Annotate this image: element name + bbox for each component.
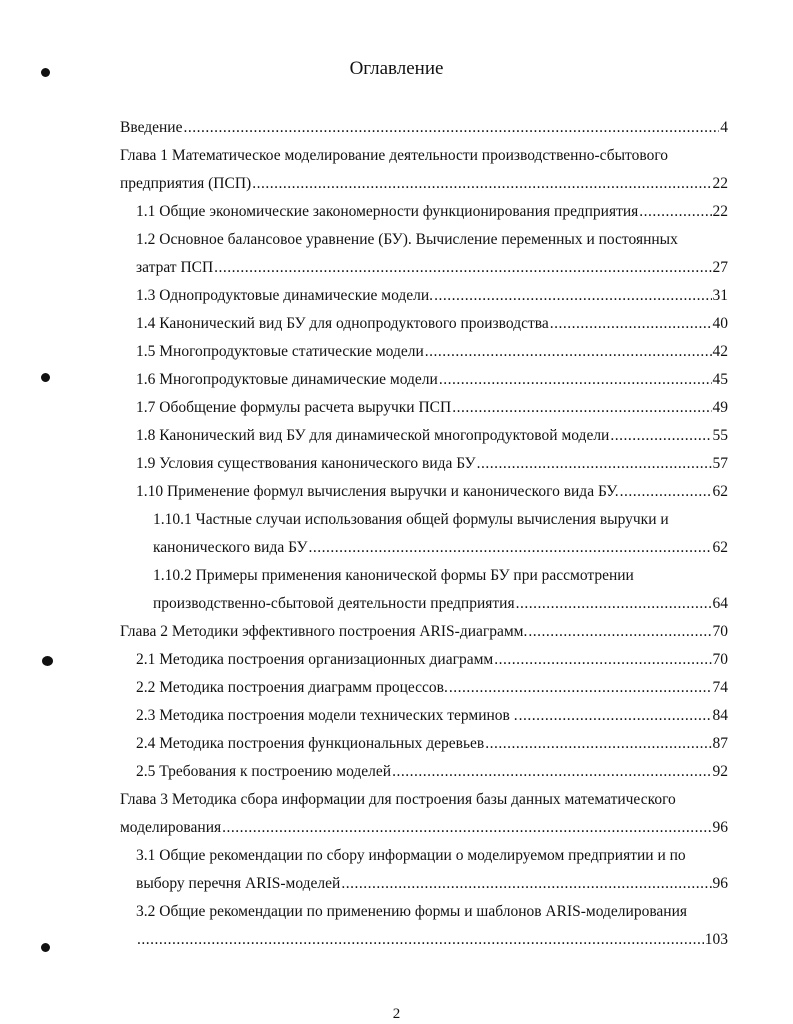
toc-entry[interactable]: 2.1 Методика построения организационных диаграмм ..... 70 bbox=[120, 646, 728, 674]
leader-dots bbox=[392, 758, 711, 786]
leader-dots bbox=[639, 198, 711, 226]
toc-entry[interactable]: 2.5 Требования к построению моделей ..... 92 bbox=[120, 758, 728, 786]
leader-dots bbox=[610, 422, 711, 450]
toc-entry[interactable]: выбору перечня ARIS-моделей ..... 96 bbox=[120, 870, 728, 898]
leader-dots bbox=[183, 114, 719, 142]
leader-dots bbox=[494, 646, 711, 674]
leader-dots bbox=[477, 450, 712, 478]
leader-dots bbox=[485, 730, 711, 758]
toc-entry-line[interactable]: Глава 3 Методика сбора информации для построения базы данных математического bbox=[120, 791, 676, 808]
leader-dots bbox=[425, 338, 712, 366]
table-of-contents bbox=[120, 114, 728, 954]
toc-entry[interactable]: 1.9 Условия существования канонического вида БУ ..... 57 bbox=[120, 450, 728, 478]
toc-entry-line[interactable]: 3.2 Общие рекомендации по применению формы и шаблонов ARIS-моделирования bbox=[136, 903, 688, 920]
toc-entry-line[interactable]: 1.10.1 Частные случаи использования общей формулы вычисления выручки и bbox=[153, 511, 669, 528]
margin-mark-3 bbox=[42, 656, 53, 666]
leader-dots bbox=[516, 590, 712, 618]
leader-dots bbox=[519, 702, 712, 730]
toc-entry-line[interactable]: 1.10.2 Примеры применения канонической формы БУ при рассмотрении bbox=[153, 567, 634, 584]
leader-dots bbox=[214, 254, 711, 282]
toc-entry[interactable]: 1.4 Канонический вид БУ для однопродуктового производства ..... 40 bbox=[120, 310, 728, 338]
toc-entry[interactable]: 1.1 Общие экономические закономерности функционирования предприятия ..... 22 bbox=[120, 198, 728, 226]
toc-entry[interactable]: предприятия (ПСП) ..... 22 bbox=[120, 170, 728, 198]
toc-entry[interactable]: Введение ..... 4 bbox=[120, 114, 728, 142]
toc-entry[interactable]: Глава 2 Методики эффективного построения ARIS-диаграмм. ..... 70 bbox=[120, 618, 728, 646]
toc-entry[interactable]: 1.8 Канонический вид БУ для динамической многопродуктовой модели ..... 55 bbox=[120, 422, 728, 450]
margin-mark-2 bbox=[41, 373, 50, 382]
leader-dots bbox=[308, 534, 711, 562]
toc-entry-line[interactable]: Глава 1 Математическое моделирование деятельности производственно-сбытового bbox=[120, 147, 669, 164]
margin-mark-4 bbox=[41, 943, 50, 952]
leader-dots bbox=[528, 618, 711, 646]
leader-dots bbox=[252, 170, 711, 198]
toc-entry[interactable]: ..... 103 bbox=[120, 926, 728, 954]
toc-entry-line[interactable]: 1.2 Основное балансовое уравнение (БУ). Вычисление переменных и постоянных bbox=[136, 231, 678, 248]
leader-dots bbox=[439, 366, 712, 394]
toc-entry[interactable]: 2.4 Методика построения функциональных деревьев ..... 87 bbox=[120, 730, 728, 758]
toc-entry[interactable]: 2.3 Методика построения модели технических терминов . ..... 84 bbox=[120, 702, 728, 730]
leader-dots bbox=[620, 478, 712, 506]
toc-entry[interactable]: 1.5 Многопродуктовые статические модели ..... 42 bbox=[120, 338, 728, 366]
page-number: 2 bbox=[392, 1006, 401, 1022]
leader-dots bbox=[137, 926, 704, 954]
toc-entry[interactable]: 2.2 Методика построения диаграмм процессов. ..... 74 bbox=[120, 674, 728, 702]
leader-dots bbox=[550, 310, 712, 338]
page-title: Оглавление bbox=[349, 58, 444, 79]
toc-entry[interactable]: 1.3 Однопродуктовые динамические модели. ..... 31 bbox=[120, 282, 728, 310]
toc-entry[interactable]: производственно-сбытовой деятельности предприятия ..... 64 bbox=[120, 590, 728, 618]
leader-dots bbox=[449, 674, 712, 702]
toc-entry-line[interactable]: 3.1 Общие рекомендации по сбору информации о моделируемом предприятии и по bbox=[136, 847, 686, 864]
leader-dots bbox=[222, 814, 711, 842]
leader-dots bbox=[434, 282, 711, 310]
toc-entry[interactable]: 1.6 Многопродуктовые динамические модели ..... 45 bbox=[120, 366, 728, 394]
toc-entry[interactable]: моделирования ..... 96 bbox=[120, 814, 728, 842]
toc-entry[interactable]: 1.7 Обобщение формулы расчета выручки ПСП ..... 49 bbox=[120, 394, 728, 422]
leader-dots bbox=[341, 870, 711, 898]
toc-entry[interactable]: 1.10 Применение формул вычисления выручки и канонического вида БУ. ..... 62 bbox=[120, 478, 728, 506]
toc-entry[interactable]: канонического вида БУ ..... 62 bbox=[120, 534, 728, 562]
toc-entry[interactable]: затрат ПСП ..... 27 bbox=[120, 254, 728, 282]
leader-dots bbox=[452, 394, 711, 422]
